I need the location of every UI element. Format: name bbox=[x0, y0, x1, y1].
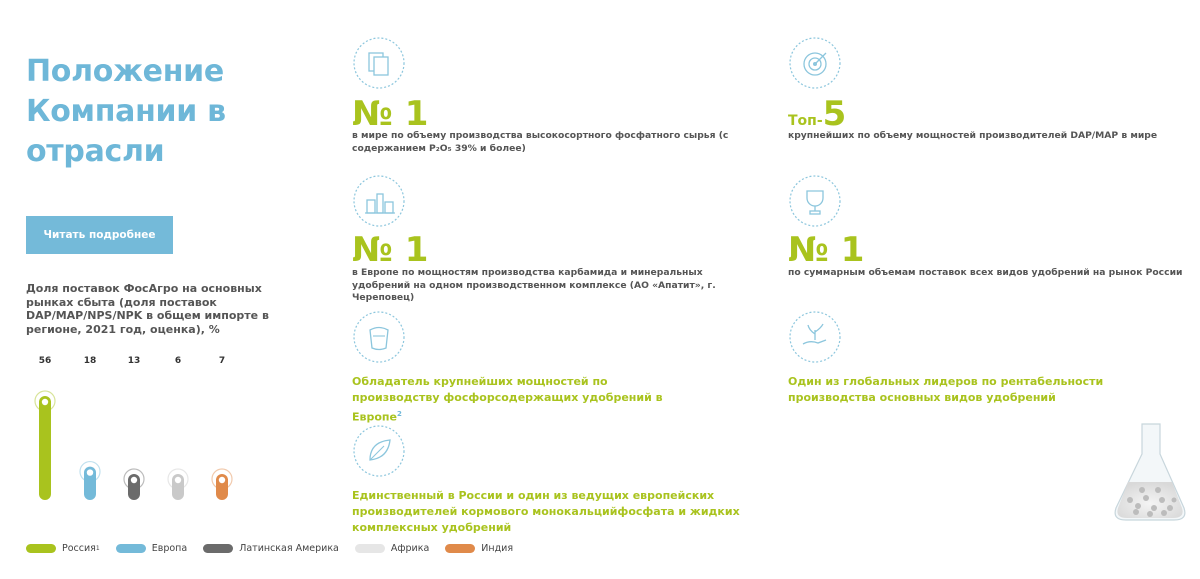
legend-note-russia: 1 bbox=[95, 545, 100, 552]
fact-text: в мире по объему производства высокосортного фосфатного сырья (с содержанием P₂O₅ 39% и более) bbox=[352, 130, 729, 154]
fact-number: № 1 bbox=[788, 230, 865, 270]
fact-europe-urea bbox=[352, 174, 772, 303]
legend-swatch-europe bbox=[116, 544, 146, 553]
read-more-button[interactable]: Читать подробнее bbox=[26, 216, 173, 254]
fact-feed-mcp bbox=[352, 424, 782, 534]
bar-value-label: 7 bbox=[218, 356, 226, 366]
chart-caption: Доля поставок ФосАгро на основных рынках сбыта (доля поставок DAP/MAP/NPS/NPK в общем импорте в регионе, 2021 год, оценка), % bbox=[26, 282, 269, 336]
fact-text bbox=[352, 374, 672, 426]
fact-number: № 1 bbox=[352, 94, 429, 134]
bar-cap-dot bbox=[175, 477, 181, 483]
fact-text: Единственный в России и один из ведущих европейских производителей кормового монокальцийфосфата и жидких комплексных удобрений bbox=[352, 489, 740, 534]
documents-icon bbox=[352, 36, 406, 90]
legend-item-india bbox=[445, 543, 513, 554]
factory-icon bbox=[352, 174, 406, 228]
bar-cap-dot bbox=[87, 469, 93, 475]
fact-footnote[interactable]: 2 bbox=[396, 410, 402, 418]
target-icon bbox=[788, 36, 842, 90]
leaf-icon bbox=[352, 424, 406, 478]
fact-top5-dap-map bbox=[788, 36, 1188, 156]
bar-1 bbox=[39, 396, 51, 500]
legend-swatch-russia bbox=[26, 544, 56, 553]
legend-item-russia bbox=[26, 543, 100, 554]
fact-text: крупнейших по объему мощностей производителей DAP/MAP в мире bbox=[788, 130, 1158, 141]
supply-share-chart bbox=[0, 340, 300, 510]
legend-swatch-latin-america bbox=[203, 544, 233, 553]
fact-number: № 1 bbox=[352, 230, 429, 270]
fact-profitability bbox=[788, 310, 1188, 410]
legend-item-europe bbox=[116, 543, 187, 554]
fact-text: в Европе по мощностям производства карбамида и минеральных удобрений на одном производственном комплексе (АО «Апатит», г. Череповец) bbox=[352, 267, 716, 303]
fertilizer-bag-icon bbox=[352, 310, 406, 364]
legend-label-russia: Россия bbox=[62, 543, 96, 554]
trophy-icon bbox=[788, 174, 842, 228]
bar-value-label: 56 bbox=[38, 356, 52, 366]
fact-world-phosphate bbox=[352, 36, 772, 156]
bar-value-label: 6 bbox=[174, 356, 182, 366]
fact-europe-phosphorus bbox=[352, 310, 772, 424]
fact-number-value: 5 bbox=[822, 94, 847, 134]
fact-text: Один из глобальных лидеров по рентабельности производства основных видов удобрений bbox=[788, 375, 1104, 404]
bar-value-label: 18 bbox=[83, 356, 97, 366]
legend-swatch-india bbox=[445, 544, 475, 553]
flask-illustration-icon bbox=[1110, 420, 1190, 525]
bar-cap-dot bbox=[131, 477, 137, 483]
hand-plant-icon bbox=[788, 310, 842, 364]
legend-item-africa bbox=[355, 543, 429, 554]
legend-label-india: Индия bbox=[481, 543, 514, 554]
page-title: Положение Компании в отрасли bbox=[26, 54, 226, 169]
chart-legend bbox=[26, 543, 529, 554]
legend-item-latin-america bbox=[203, 543, 339, 554]
fact-text: по суммарным объемам поставок всех видов удобрений на рынок России bbox=[788, 267, 1183, 278]
fact-text-body: Обладатель крупнейших мощностей по производству фосфорсодержащих удобрений в Европе bbox=[352, 375, 663, 424]
legend-label-africa: Африка bbox=[390, 543, 430, 554]
legend-label-latin-america: Латинская Америка bbox=[239, 543, 339, 554]
bar-cap-dot bbox=[219, 477, 225, 483]
bar-value-label: 13 bbox=[127, 356, 141, 366]
legend-swatch-africa bbox=[355, 544, 385, 553]
fact-number-prefix: Топ- bbox=[788, 113, 823, 129]
fact-russia-supply bbox=[788, 174, 1188, 294]
legend-label-europe: Европа bbox=[151, 543, 188, 554]
bar-cap-dot bbox=[42, 399, 48, 405]
